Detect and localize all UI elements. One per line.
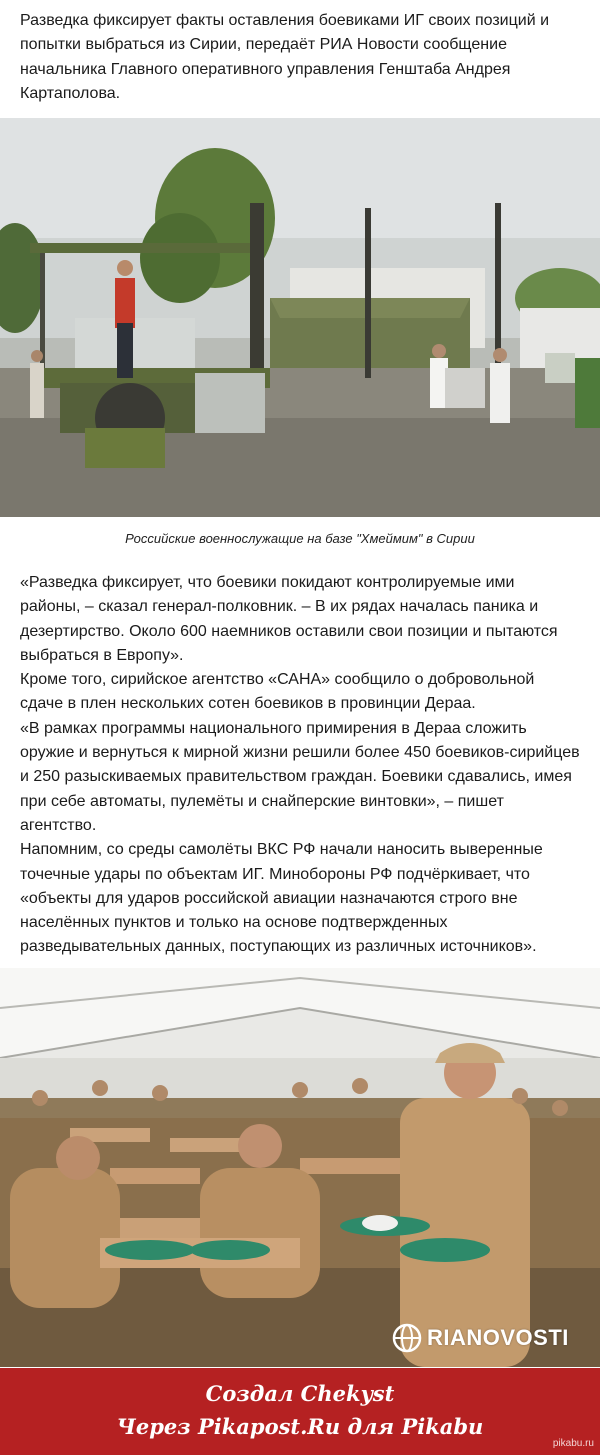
- article-body: «Разведка фиксирует, что боевики покидают контролируемые ими районы, – сказал генерал-полковник. – В их рядах началась паника и дезертирство. Около 600 наемников оставили свои позиции и пытаются выбраться в Европу». Кроме того, сирийское агентство «САНА» сообщило о добровольной сдаче в плен нескольких сотен боевиков в провинции Дераа. «В рамках программы национального примирения в Дераа сложить оружие и вернуться к мирной жизни решили более 450 боевиков-сирийцев и 250 разыскиваемых правительством граждан. Боевики сдавались, имея при себе автоматы, пулемёты и снайперские винтовки», – пишет агентство. Напомним, со среды самолёты ВКС РФ начали наносить выверенные точечные удары по объектам ИГ. Минобороны РФ подчёркивает, что «объекты для ударов российской авиации назначаются строго вне населённых пунктов и только на основе подтвержденных разведывательных данных, поступающих из различных источников».: [20, 574, 580, 956]
- field-kitchen-photo: [0, 118, 600, 517]
- photo-caption: Российские военнослужащие на базе "Хмеймим" в Сирии: [125, 531, 475, 546]
- mess-tent-photo: [0, 968, 600, 1367]
- intro-paragraph: Разведка фиксирует факты оставления боевиками ИГ своих позиций и попытки выбраться из Сирии, передаёт РИА Новости сообщение начальника Главного оперативного управления Генштаба Андрея Картаполова.: [20, 12, 550, 102]
- footer-banner: [0, 1368, 600, 1455]
- rianovosti-logo-text: RIANOVOSTI: [427, 1325, 569, 1350]
- footer-author: Создал Chekyst: [205, 1381, 395, 1406]
- footer-source: Через Pikapost.Ru для Pikabu: [116, 1414, 484, 1439]
- pikabu-watermark: pikabu.ru: [552, 1438, 594, 1449]
- globe-icon: [392, 1323, 422, 1353]
- rianovosti-logo: [392, 1323, 569, 1353]
